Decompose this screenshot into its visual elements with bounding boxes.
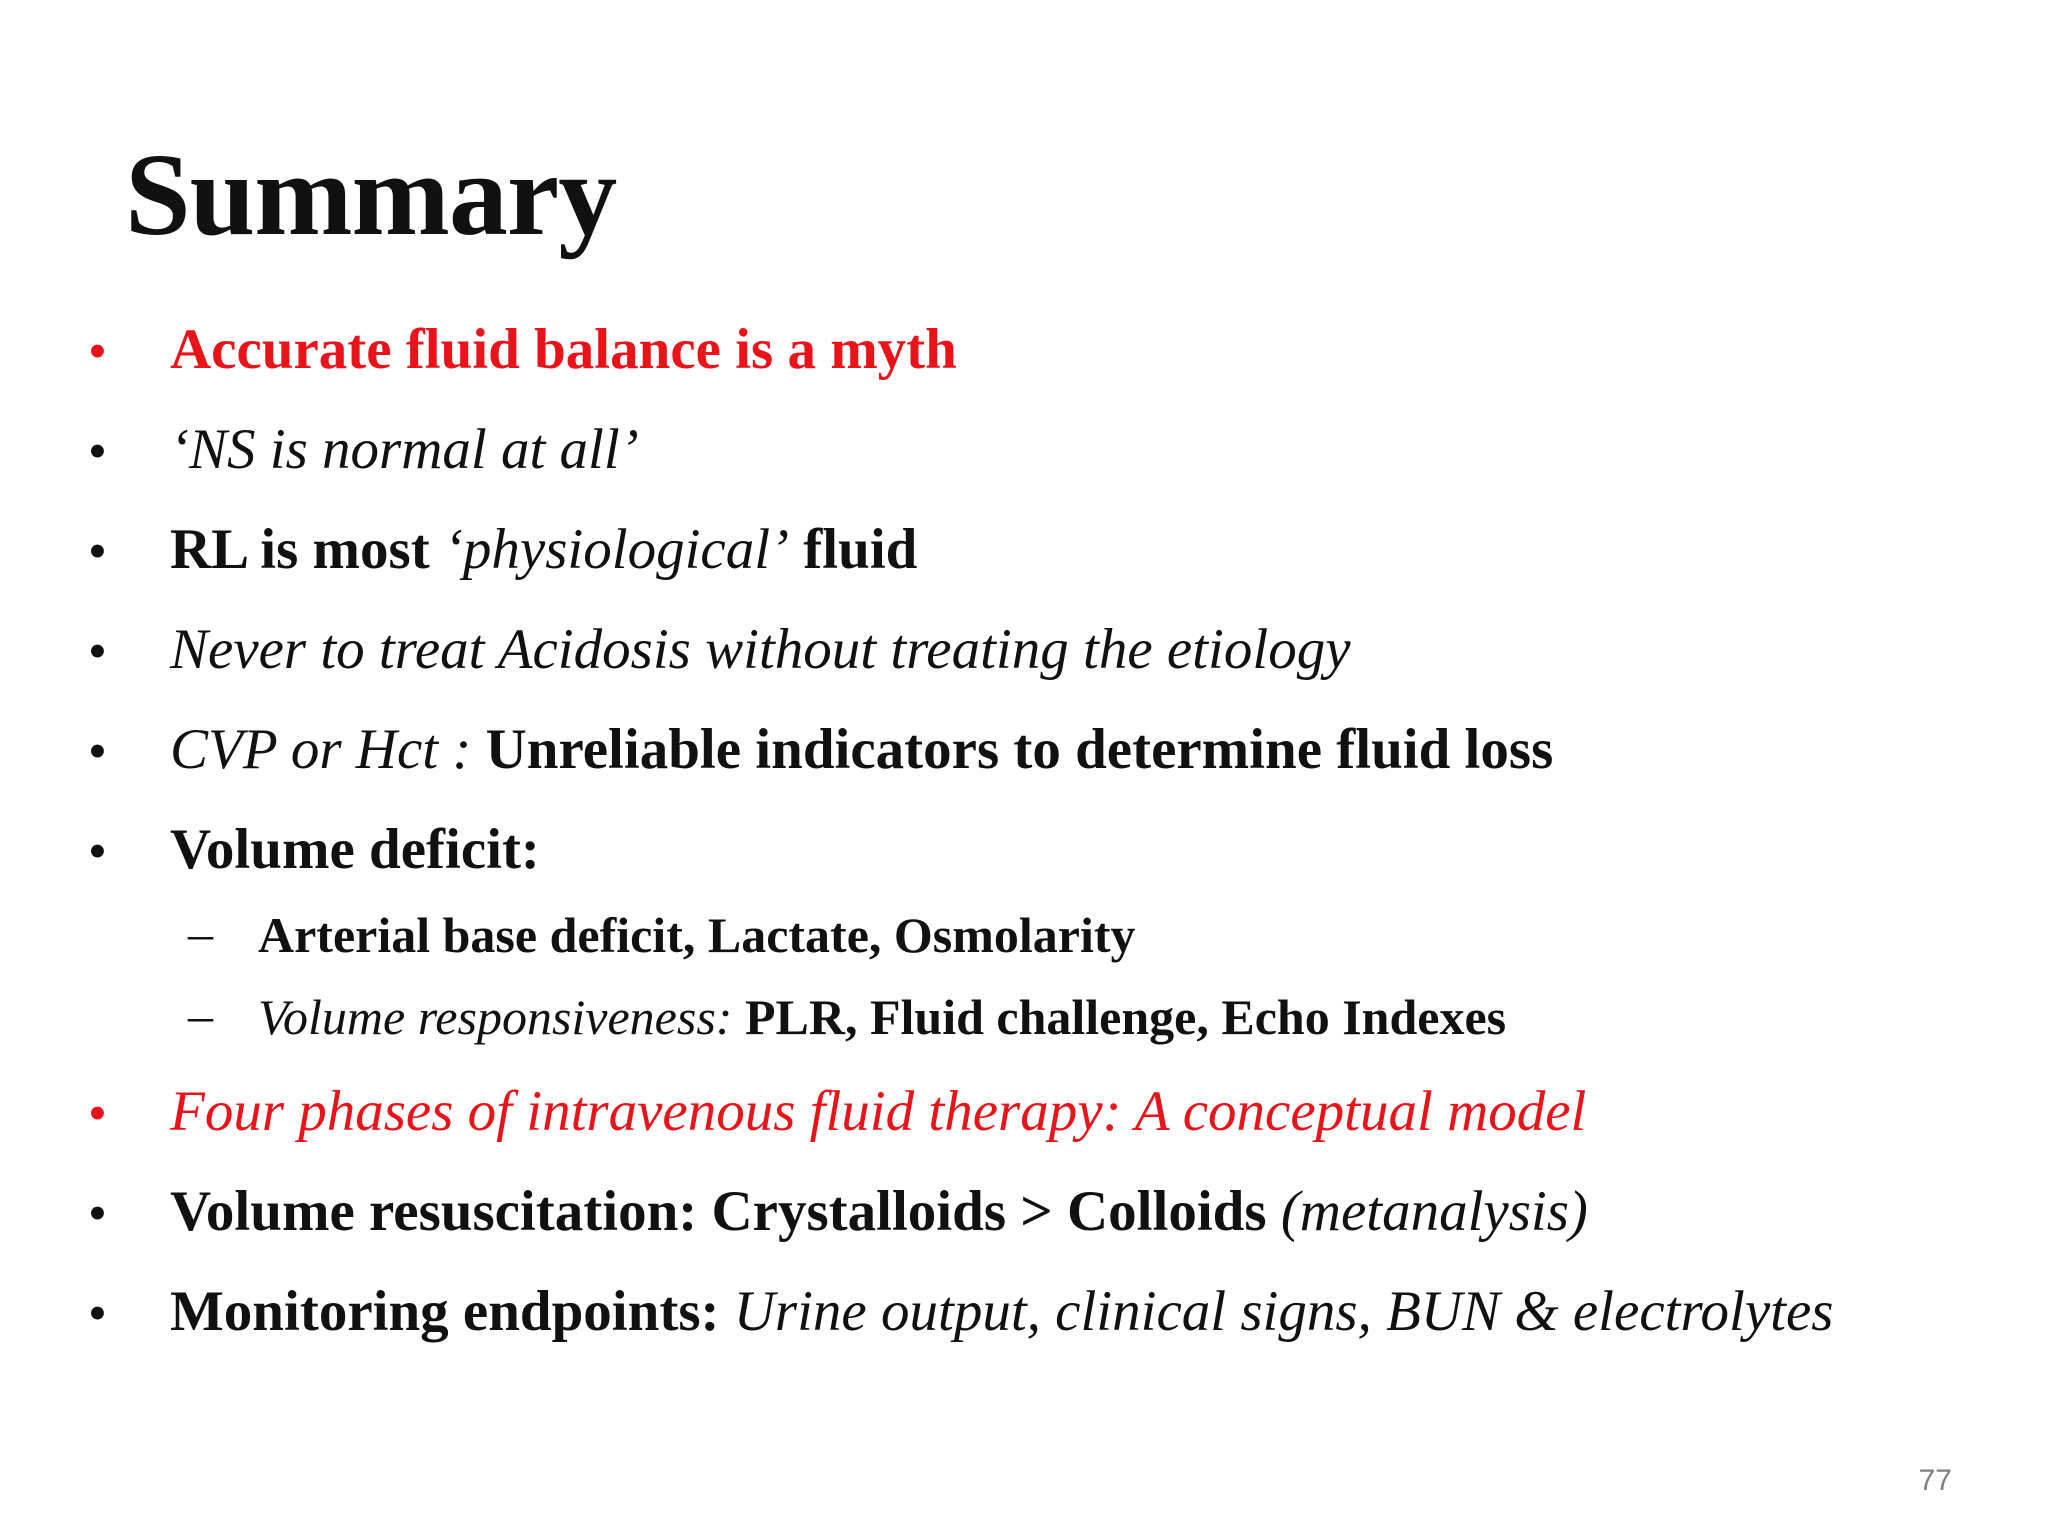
bullet-text-bold: Monitoring endpoints: (170, 1280, 734, 1343)
bullet-text: Accurate fluid balance is a myth (170, 318, 957, 381)
bullet-text-italic: ‘physiological’ (443, 518, 790, 581)
bullet-marker: • (88, 1083, 107, 1143)
bullet-marker: • (88, 1283, 107, 1343)
sub-bullet-text-bold: PLR, Fluid challenge, Echo Indexes (744, 989, 1507, 1045)
bullet-text-bold: fluid (789, 518, 918, 581)
bullet-text-bold: RL is most (170, 518, 444, 581)
bullet-text-bold: Unreliable indicators to determine fluid loss (485, 718, 1554, 781)
bullet-marker: • (88, 721, 107, 781)
sub-bullet-marker: – (188, 905, 213, 961)
bullet-marker: • (88, 621, 107, 681)
bullet-text: Four phases of intravenous fluid therapy: A conceptual model (170, 1080, 1587, 1143)
bullet-text-italic: (metanalysis) (1280, 1180, 1588, 1243)
bullet-marker: • (88, 1183, 107, 1243)
slide-title: Summary (125, 129, 617, 260)
bullet-marker: • (88, 521, 107, 581)
bullet-text: ‘NS is normal at all’ (170, 418, 639, 481)
bullet-marker: • (88, 821, 107, 881)
bullet-text: Never to treat Acidosis without treating the etiology (170, 618, 1351, 681)
bullet-text-italic: Urine output, clinical signs, BUN & electrolytes (733, 1280, 1834, 1343)
sub-bullet-text-italic: Volume responsiveness: (258, 989, 745, 1045)
bullet-text-italic: CVP or Hct : (170, 718, 486, 781)
bullet-marker: • (88, 421, 107, 481)
sub-bullet-marker: – (188, 987, 213, 1043)
bullet-marker: • (88, 321, 107, 381)
bullet-text-bold: Volume resuscitation: Crystalloids > Colloids (170, 1180, 1281, 1243)
bullet-text: Volume deficit: (170, 818, 540, 881)
sub-bullet-text: Arterial base deficit, Lactate, Osmolarity (258, 907, 1136, 963)
page-number: 77 (1918, 1464, 1952, 1497)
